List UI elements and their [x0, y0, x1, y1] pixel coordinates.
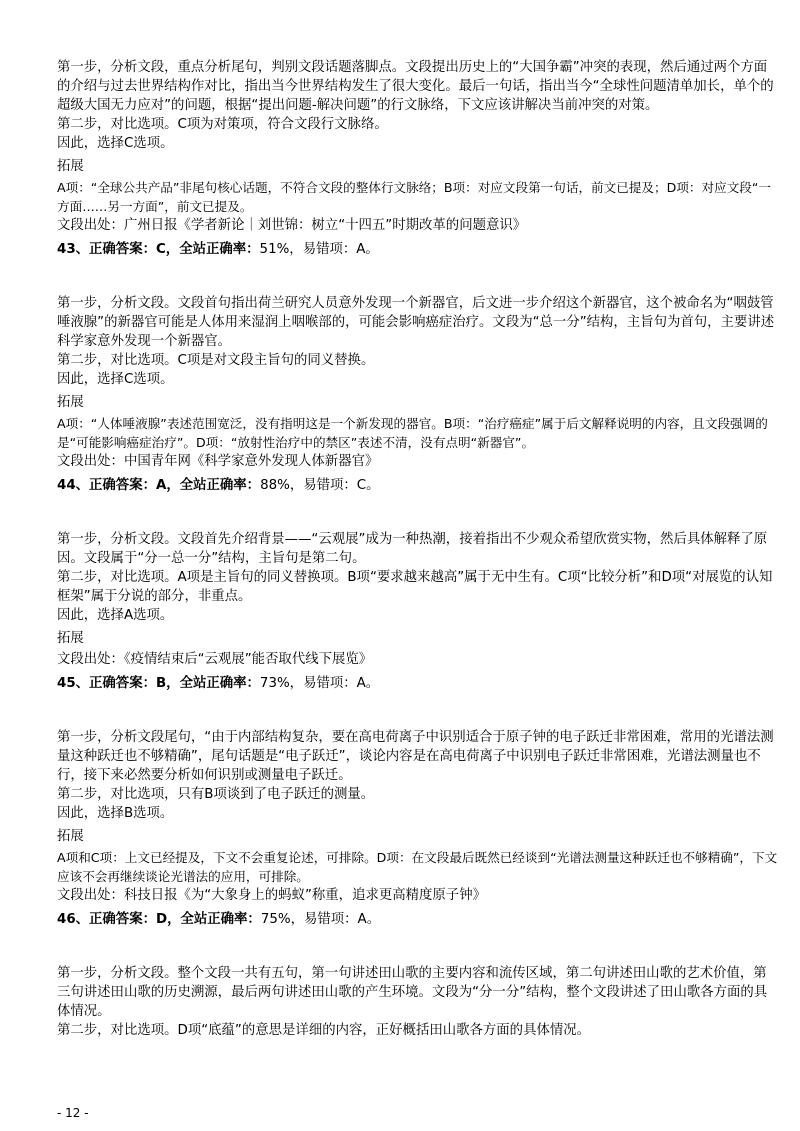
section-gap: [57, 495, 779, 530]
section-gap: [57, 693, 779, 728]
analysis-paragraph: 第二步，对比选项。D项“底蕴”的意思是详细的内容，正好概括田山歌各方面的具体情况。: [57, 1023, 591, 1038]
answer-section: [57, 294, 779, 495]
source-citation: 文段出处：《疫情结束后“云观展”能否取代线下展览》: [57, 652, 373, 667]
section-gap: [57, 929, 779, 964]
analysis-paragraph: 第一步，分析文段。整个文段一共有五句，第一句讲述田山歌的主要内容和流传区域，第二句讲述田山歌的艺术价值，第三句讲述田山歌的历史溯源，最后两句讲述田山歌的产生环境。文段为“分一分”结构，整个文段讲述了田山歌各方面的具体情况。: [57, 966, 768, 1019]
analysis-paragraph: 第一步，分析文段。文段首先介绍背景——“云观展”成为一种热潮，接着指出不少观众希望欣赏实物，然后具体解释了原因。文段属于“分一总一分”结构，主旨句是第二句。: [57, 532, 768, 566]
answer-key: 44、正确答案：A，全站正确率：: [57, 478, 261, 493]
analysis-paragraph: 第一步，分析文段。文段首句指出荷兰研究人员意外发现一个新器官，后文进一步介绍这个新器官，这个被命名为“咽鼓管唾液腺”的新器官可能是人体用来湿润上咽喉部的，可能会影响癌症治疗。文段为“总一分”结构，主旨句为首句，主要讲述科学家意外发现一个新器官。: [57, 296, 775, 349]
answer-line: [57, 476, 779, 495]
section-gap: [57, 259, 779, 294]
extension-heading: 拓展: [57, 395, 84, 410]
analysis-paragraph: 第二步，对比选项。C项为对策项，符合文段行文脉络。: [57, 117, 388, 132]
answer-key: 45、正确答案：B，全站正确率：: [57, 676, 260, 691]
extension-heading: 拓展: [57, 631, 84, 646]
answer-stats: 51%，易错项：A。: [259, 242, 379, 257]
extension-paragraph: A项和C项：上文已经提及，下文不会重复论述，可排除。D项：在文段最后既然已经谈到“光谱法测量这种跃迁也不够精确”，下文应该不会再继续谈论光谱法的应用，可排除。: [57, 850, 778, 884]
answer-key: 46、正确答案：D，全站正确率：: [57, 912, 261, 927]
page-number: - 12 -: [57, 1106, 89, 1120]
analysis-paragraph: 因此，选择C选项。: [57, 136, 174, 151]
answer-stats: 75%，易错项：A。: [260, 912, 381, 927]
source-citation: 文段出处：科技日报《为“大象身上的蚂蚁”称重，追求更高精度原子钟》: [57, 888, 486, 903]
answer-section: [57, 58, 779, 259]
analysis-paragraph: 因此，选择A选项。: [57, 608, 174, 623]
analysis-paragraph: 第二步，对比选项，只有B项谈到了电子跃迁的测量。: [57, 787, 375, 802]
answer-line: [57, 240, 779, 259]
source-citation: 文段出处：中国青年网《科学家意外发现人体新器官》: [57, 454, 379, 469]
analysis-paragraph: 因此，选择C选项。: [57, 372, 174, 387]
answer-stats: 88%，易错项：C。: [260, 478, 380, 493]
answer-line: [57, 674, 779, 693]
analysis-paragraph: 第一步，分析文段，重点分析尾句，判别文段话题落脚点。文段提出历史上的“大国争霸”冲突的表现，然后通过两个方面的介绍与过去世界结构作对比，指出当今世界结构发生了很大变化。最后一句话，指出当今“全球性问题清单加长，单个的超级大国无力应对”的问题，根据“提出问题-解决问题”的行文脉络，下文应该讲解决当前冲突的对策。: [57, 60, 774, 113]
answer-stats: 73%，易错项：A。: [259, 676, 380, 691]
extension-heading: 拓展: [57, 829, 84, 844]
analysis-paragraph: 第一步，分析文段尾句，“由于内部结构复杂，要在高电荷离子中识别适合于原子钟的电子跃迁非常困难，常用的光谱法测量这种跃迁也不够精确”，尾句话题是“电子跃迁”，谈论内容是在高电荷离子中识别电子跃迁非常困难，光谱法测量也不行，接下来必然要分析如何识别或测量电子跃迁。: [57, 730, 774, 783]
extension-paragraph: A项：“全球公共产品”非尾句核心话题，不符合文段的整体行文脉络；B项：对应文段第一句话，前文已提及；D项：对应文段“一方面……另一方面”，前文已提及。: [57, 180, 771, 214]
source-citation: 文段出处：广州日报《学者新论｜刘世锦：树立“十四五”时期改革的问题意识》: [57, 218, 527, 233]
extension-heading: 拓展: [57, 159, 84, 174]
analysis-paragraph: 因此，选择B选项。: [57, 806, 174, 821]
answer-line: [57, 910, 779, 929]
answer-section: [57, 964, 779, 1040]
analysis-paragraph: 第二步，对比选项。C项是对文段主旨句的同义替换。: [57, 353, 375, 368]
answer-section: [57, 530, 779, 693]
answer-key: 43、正确答案：C，全站正确率：: [57, 242, 260, 257]
document-body: [57, 58, 779, 1040]
answer-section: [57, 728, 779, 929]
extension-paragraph: A项：“人体唾液腺”表述范围宽泛，没有指明这是一个新发现的器官。B项：“治疗癌症”属于后文解释说明的内容，且文段强调的是“可能影响癌症治疗”。D项：“放射性治疗中的禁区”表述不清，没有点明“新器官”。: [57, 416, 768, 450]
analysis-paragraph: 第二步，对比选项。A项是主旨句的同义替换项。B项“要求越来越高”属于无中生有。C项“比较分析”和D项“对展览的认知框架”属于分说的部分，非重点。: [57, 570, 773, 604]
